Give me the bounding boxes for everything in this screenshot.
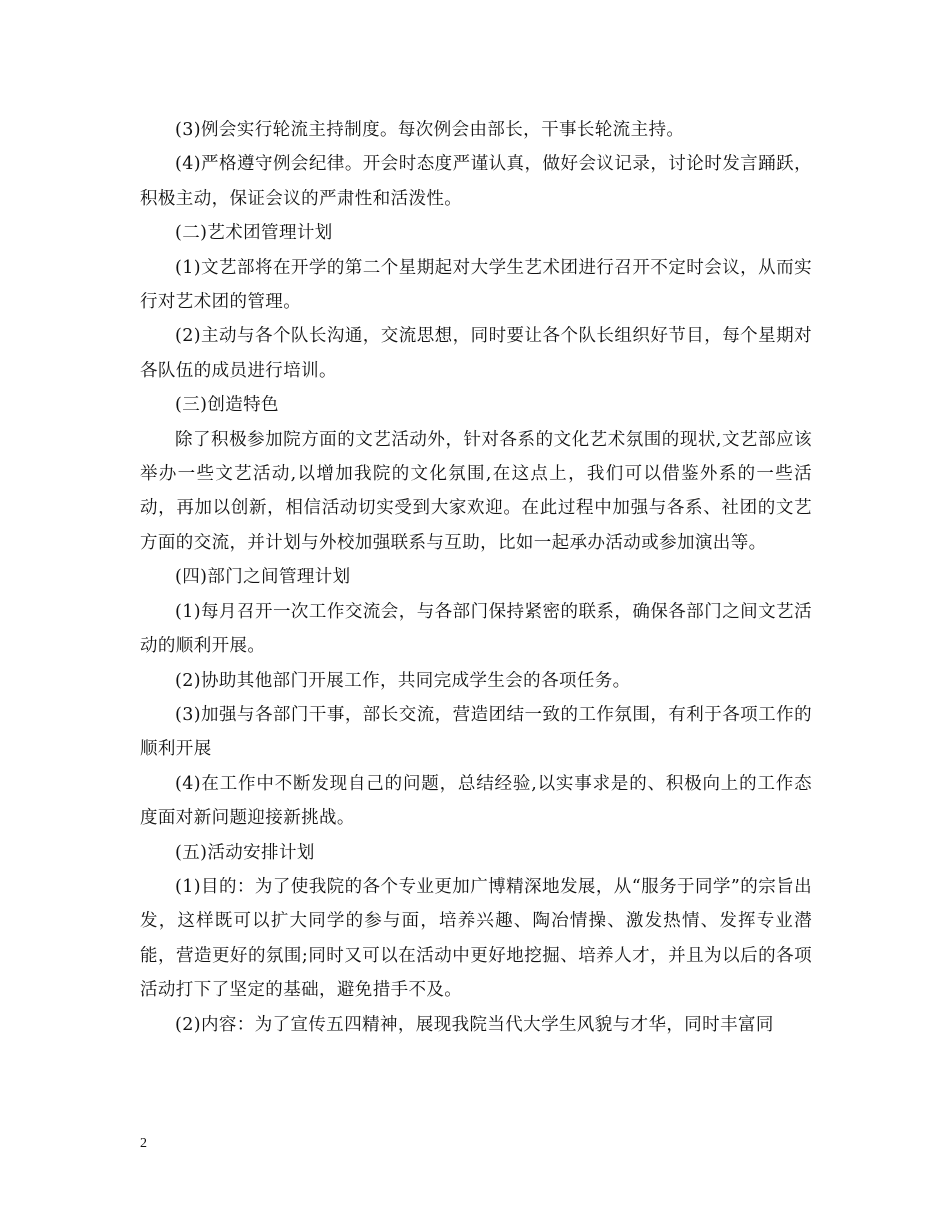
body-text [140,113,812,1042]
paragraph: (3)例会实行轮流主持制度。每次例会由部长，干事长轮流主持。 [175,120,685,140]
section-heading: (四)部门之间管理计划 [175,567,351,588]
paragraph: (2)协助其他部门开展工作，共同完成学生会的各项任务。 [175,670,631,691]
section-heading: (二)艺术团管理计划 [175,223,333,244]
paragraph: (4)在工作中不断发现自己的问题，总结经验,以实事求是的、积极向上的工作态度面对新问题迎接新挑战。 [140,773,812,829]
section-heading: (三)创造特色 [175,395,279,416]
section-heading: (五)活动安排计划 [175,842,315,863]
paragraph: (3)加强与各部门干事，部长交流，营造团结一致的工作氛围，有利于各项工作的顺利开展 [140,704,812,760]
paragraph: (4)严格遵守例会纪律。开会时态度严谨认真，做好会议记录，讨论时发言踊跃，积极主动，保证会议的严肃性和活泼性。 [140,154,812,209]
paragraph: (1)每月召开一次工作交流会，与各部门保持紧密的联系，确保各部门之间文艺活动的顺利开展。 [140,601,812,657]
paragraph: (1)目的：为了使我院的各个专业更加广博精深地发展，从“服务于同学”的宗旨出发，这样既可以扩大同学的参与面，培养兴趣、陶冶情操、激发热情、发挥专业潜能，营造更好的氛围;同时又可以在活动中更好地挖掘、培养人才，并且为以后的各项活动打下了坚定的基础，避免措手不及。 [140,876,812,1001]
page-number: 2 [140,1136,147,1151]
paragraph: (2)内容：为了宣传五四精神，展现我院当代大学生风貌与才华，同时丰富同 [175,1014,774,1035]
paragraph: 除了积极参加院方面的文艺活动外，针对各系的文化艺术氛围的现状,文艺部应该举办一些文艺活动,以增加我院的文化氛围,在这点上，我们可以借鉴外系的一些活动，再加以创新，相信活动切实受到大家欢迎。在此过程中加强与各系、社团的文艺方面的交流，并计划与外校加强联系与互助，比如一起承办活动或参加演出等。 [140,429,812,553]
paragraph: (2)主动与各个队长沟通，交流思想，同时要让各个队长组织好节目，每个星期对各队伍的成员进行培训。 [140,326,812,381]
paragraph: (1)文艺部将在开学的第二个星期起对大学生艺术团进行召开不定时会议，从而实行对艺术团的管理。 [140,257,812,313]
